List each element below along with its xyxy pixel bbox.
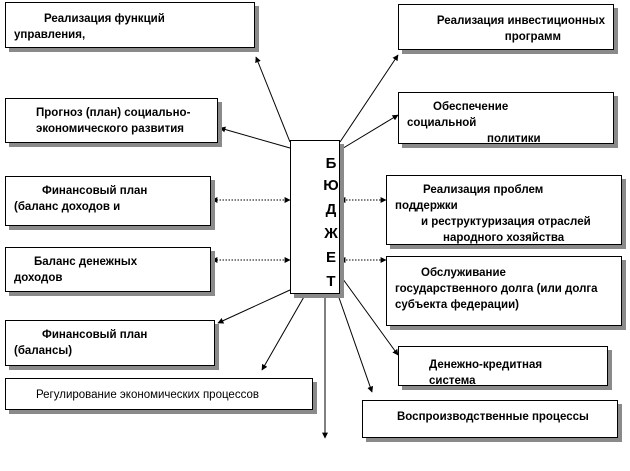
box-line: экономического развития	[36, 123, 185, 135]
box-debt-service	[386, 256, 622, 326]
box-line: поддержки	[395, 200, 458, 212]
budget-letter: Т	[326, 273, 336, 290]
budget-letter: Д	[325, 201, 337, 218]
arrow-to-social-policy	[340, 115, 398, 150]
arrow-to-management-functions	[256, 57, 290, 142]
box-industry-support	[386, 175, 622, 245]
box-line: Баланс денежных	[34, 256, 138, 268]
box-line: Воспроизводственные процессы	[397, 411, 589, 423]
box-line: Реализация проблем	[423, 184, 544, 196]
box-line: Финансовый план	[42, 329, 148, 341]
box-line: Регулирование экономических процессов	[36, 389, 259, 401]
box-investment-programs	[398, 4, 614, 50]
box-line: политики	[487, 133, 541, 144]
box-line: субъекта федерации)	[395, 299, 519, 311]
arrow-to-reproduction-processes	[337, 292, 372, 392]
box-line: и реструктуризация отраслей	[421, 216, 591, 228]
box-monetary-system	[398, 346, 608, 386]
box-line: Обслуживание	[421, 267, 506, 279]
box-income-balance	[5, 247, 211, 292]
box-economic-regulation	[5, 378, 313, 410]
arrow-to-financial-plan-balances	[218, 290, 290, 323]
box-management-functions	[5, 2, 255, 48]
box-line: доходов	[14, 272, 63, 284]
box-line: государственного долга (или долга	[395, 283, 598, 295]
box-social-policy	[398, 92, 614, 144]
box-line: управления,	[14, 29, 86, 41]
box-line: народного хозяйства	[443, 232, 565, 244]
box-socioeconomic-forecast	[5, 98, 218, 143]
box-line: социальной	[407, 117, 477, 129]
box-financial-plan-balance	[5, 176, 211, 226]
box-line: (балансы)	[14, 345, 73, 357]
budget-letter: Е	[325, 249, 336, 266]
box-line: Денежно-кредитная	[429, 359, 543, 371]
box-line: Финансовый план	[42, 185, 148, 197]
box-line: система	[429, 375, 476, 386]
box-line: Прогноз (план) социально-	[36, 107, 191, 119]
budget-letter: Ю	[323, 177, 339, 194]
arrow-to-economic-regulation	[262, 295, 305, 370]
box-line: Реализация функций	[44, 13, 165, 25]
arrow-to-socioeconomic-forecast	[220, 128, 290, 148]
box-reproduction-processes	[362, 400, 618, 438]
budget-box	[290, 140, 340, 294]
box-line: Реализация инвестиционных	[436, 15, 605, 27]
box-line: программ	[504, 31, 561, 43]
arrow-to-investment-programs	[340, 55, 398, 142]
box-financial-plan-balances	[5, 320, 215, 366]
box-line: Обеспечение	[433, 101, 509, 113]
budget-letter: Ж	[324, 225, 338, 242]
box-line: (баланс доходов и	[14, 201, 121, 213]
budget-letter: Б	[325, 155, 337, 172]
